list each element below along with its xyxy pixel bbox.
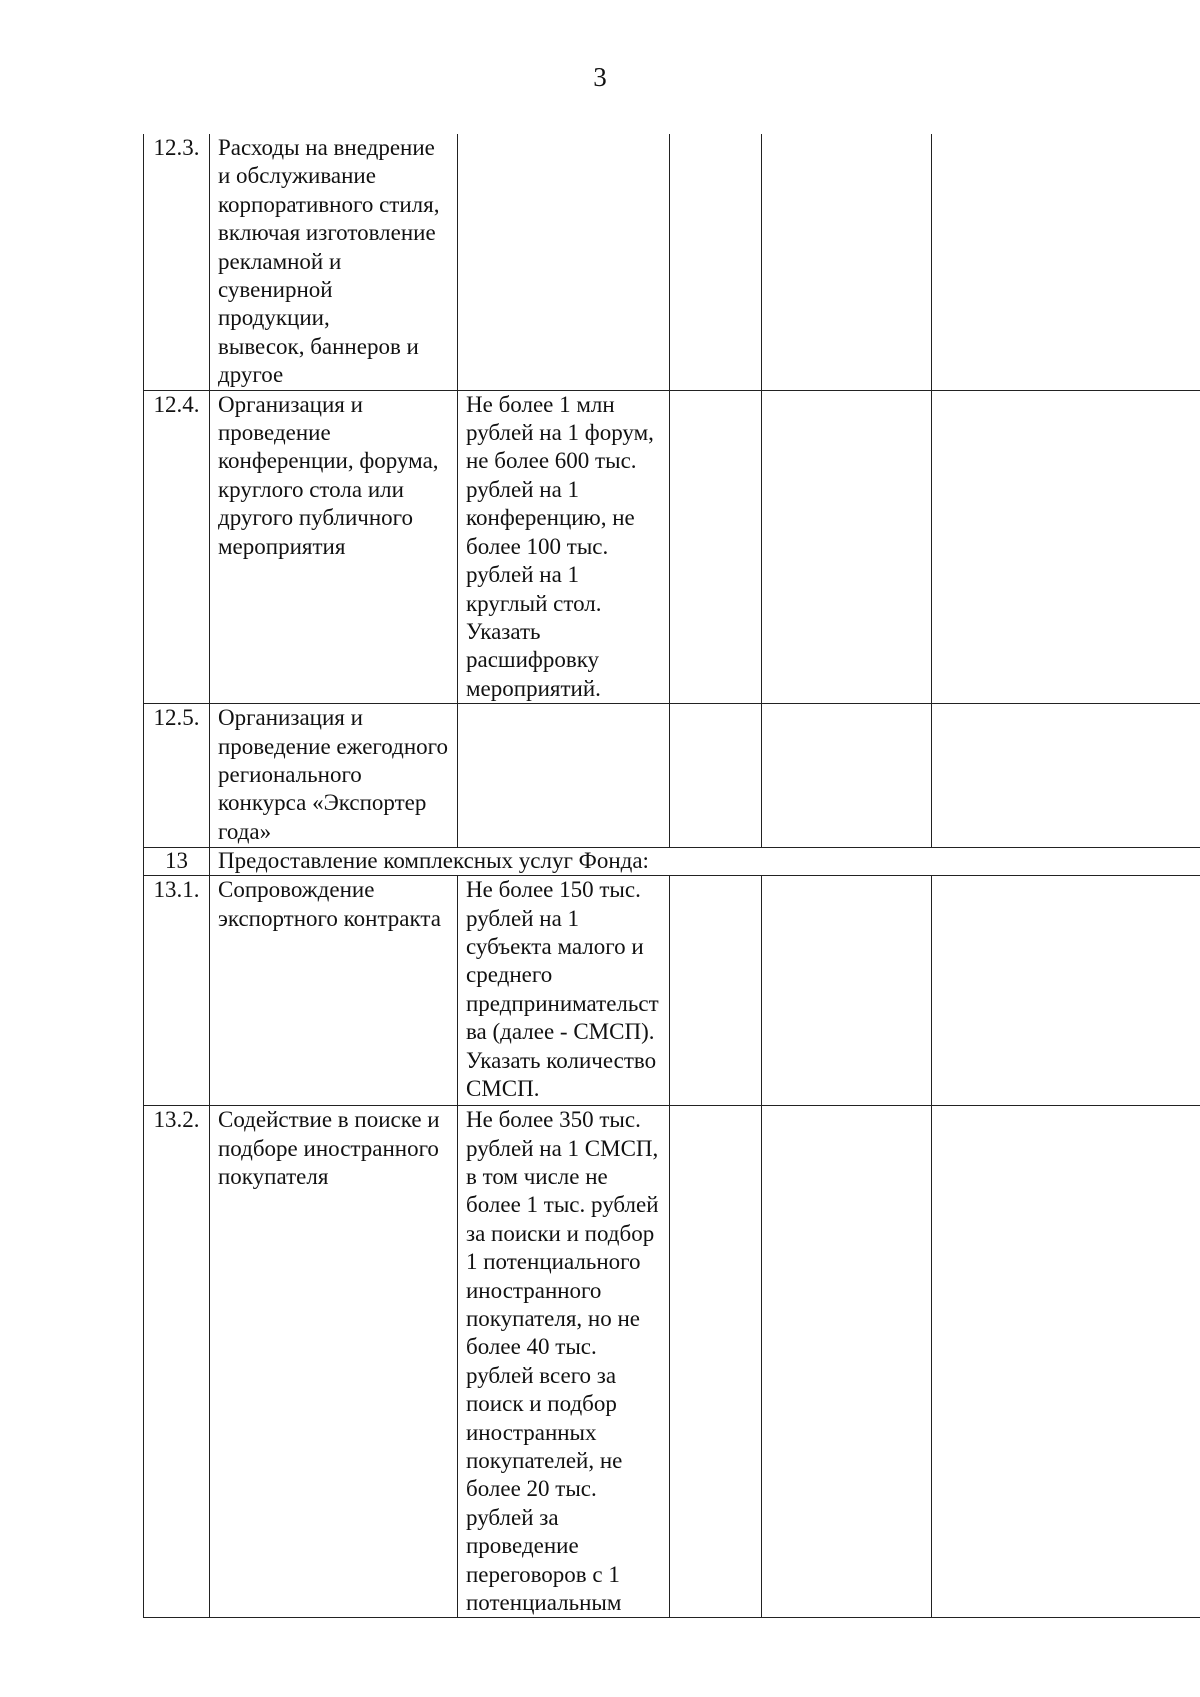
empty-cell (932, 134, 1200, 390)
empty-cell (932, 704, 1200, 848)
item-name: Расходы на внедрение и обслуживание корпоративного стиля, включая изготовление рекламной и сувенирной продукции, вывесок, баннеров и другое (210, 134, 458, 390)
empty-cell (670, 134, 762, 390)
item-limit: Не более 350 тыс. рублей на 1 СМСП, в том числе не более 1 тыс. рублей за поиски и подбор 1 потенциального иностранного покупателя, но не более 40 тыс. рублей всего за поиск и подбор иностранных покупателей, не более 20 тыс. рублей за проведение переговоров с 1 потенциальным (458, 1106, 670, 1618)
row-number: 13.1. (144, 876, 210, 1106)
page-number: 3 (593, 62, 607, 92)
table-row (144, 1106, 1200, 1618)
table-row (144, 390, 1200, 703)
empty-cell (932, 1106, 1200, 1618)
row-number: 12.5. (144, 704, 210, 848)
expense-table (143, 134, 1200, 1618)
table-row (144, 876, 1200, 1106)
section-title: Предоставление комплексных услуг Фонда: (210, 848, 1200, 876)
item-name: Содействие в поиске и подборе иностранного покупателя (210, 1106, 458, 1618)
item-limit: Не более 150 тыс. рублей на 1 субъекта малого и среднего предпринимательст ва (далее - СМСП). Указать количество СМСП. (458, 876, 670, 1106)
empty-cell (762, 1106, 932, 1618)
empty-cell (670, 390, 762, 703)
empty-cell (670, 876, 762, 1106)
empty-cell (670, 704, 762, 848)
item-limit (458, 704, 670, 848)
item-name: Сопровождение экспортного контракта (210, 876, 458, 1106)
section-number: 13 (144, 848, 210, 876)
row-number: 12.3. (144, 134, 210, 390)
empty-cell (670, 1106, 762, 1618)
row-number: 13.2. (144, 1106, 210, 1618)
empty-cell (762, 390, 932, 703)
item-limit: Не более 1 млн рублей на 1 форум, не более 600 тыс. рублей на 1 конференцию, не более 100 тыс. рублей на 1 круглый стол. Указать расшифровку мероприятий. (458, 390, 670, 703)
empty-cell (932, 876, 1200, 1106)
item-name: Организация и проведение ежегодного регионального конкурса «Экспортер года» (210, 704, 458, 848)
section-row (144, 848, 1200, 876)
item-name: Организация и проведение конференции, форума, круглого стола или другого публичного мероприятия (210, 390, 458, 703)
table-row (144, 134, 1200, 390)
empty-cell (762, 876, 932, 1106)
empty-cell (932, 390, 1200, 703)
row-number: 12.4. (144, 390, 210, 703)
empty-cell (762, 134, 932, 390)
empty-cell (762, 704, 932, 848)
item-limit (458, 134, 670, 390)
table-row (144, 704, 1200, 848)
